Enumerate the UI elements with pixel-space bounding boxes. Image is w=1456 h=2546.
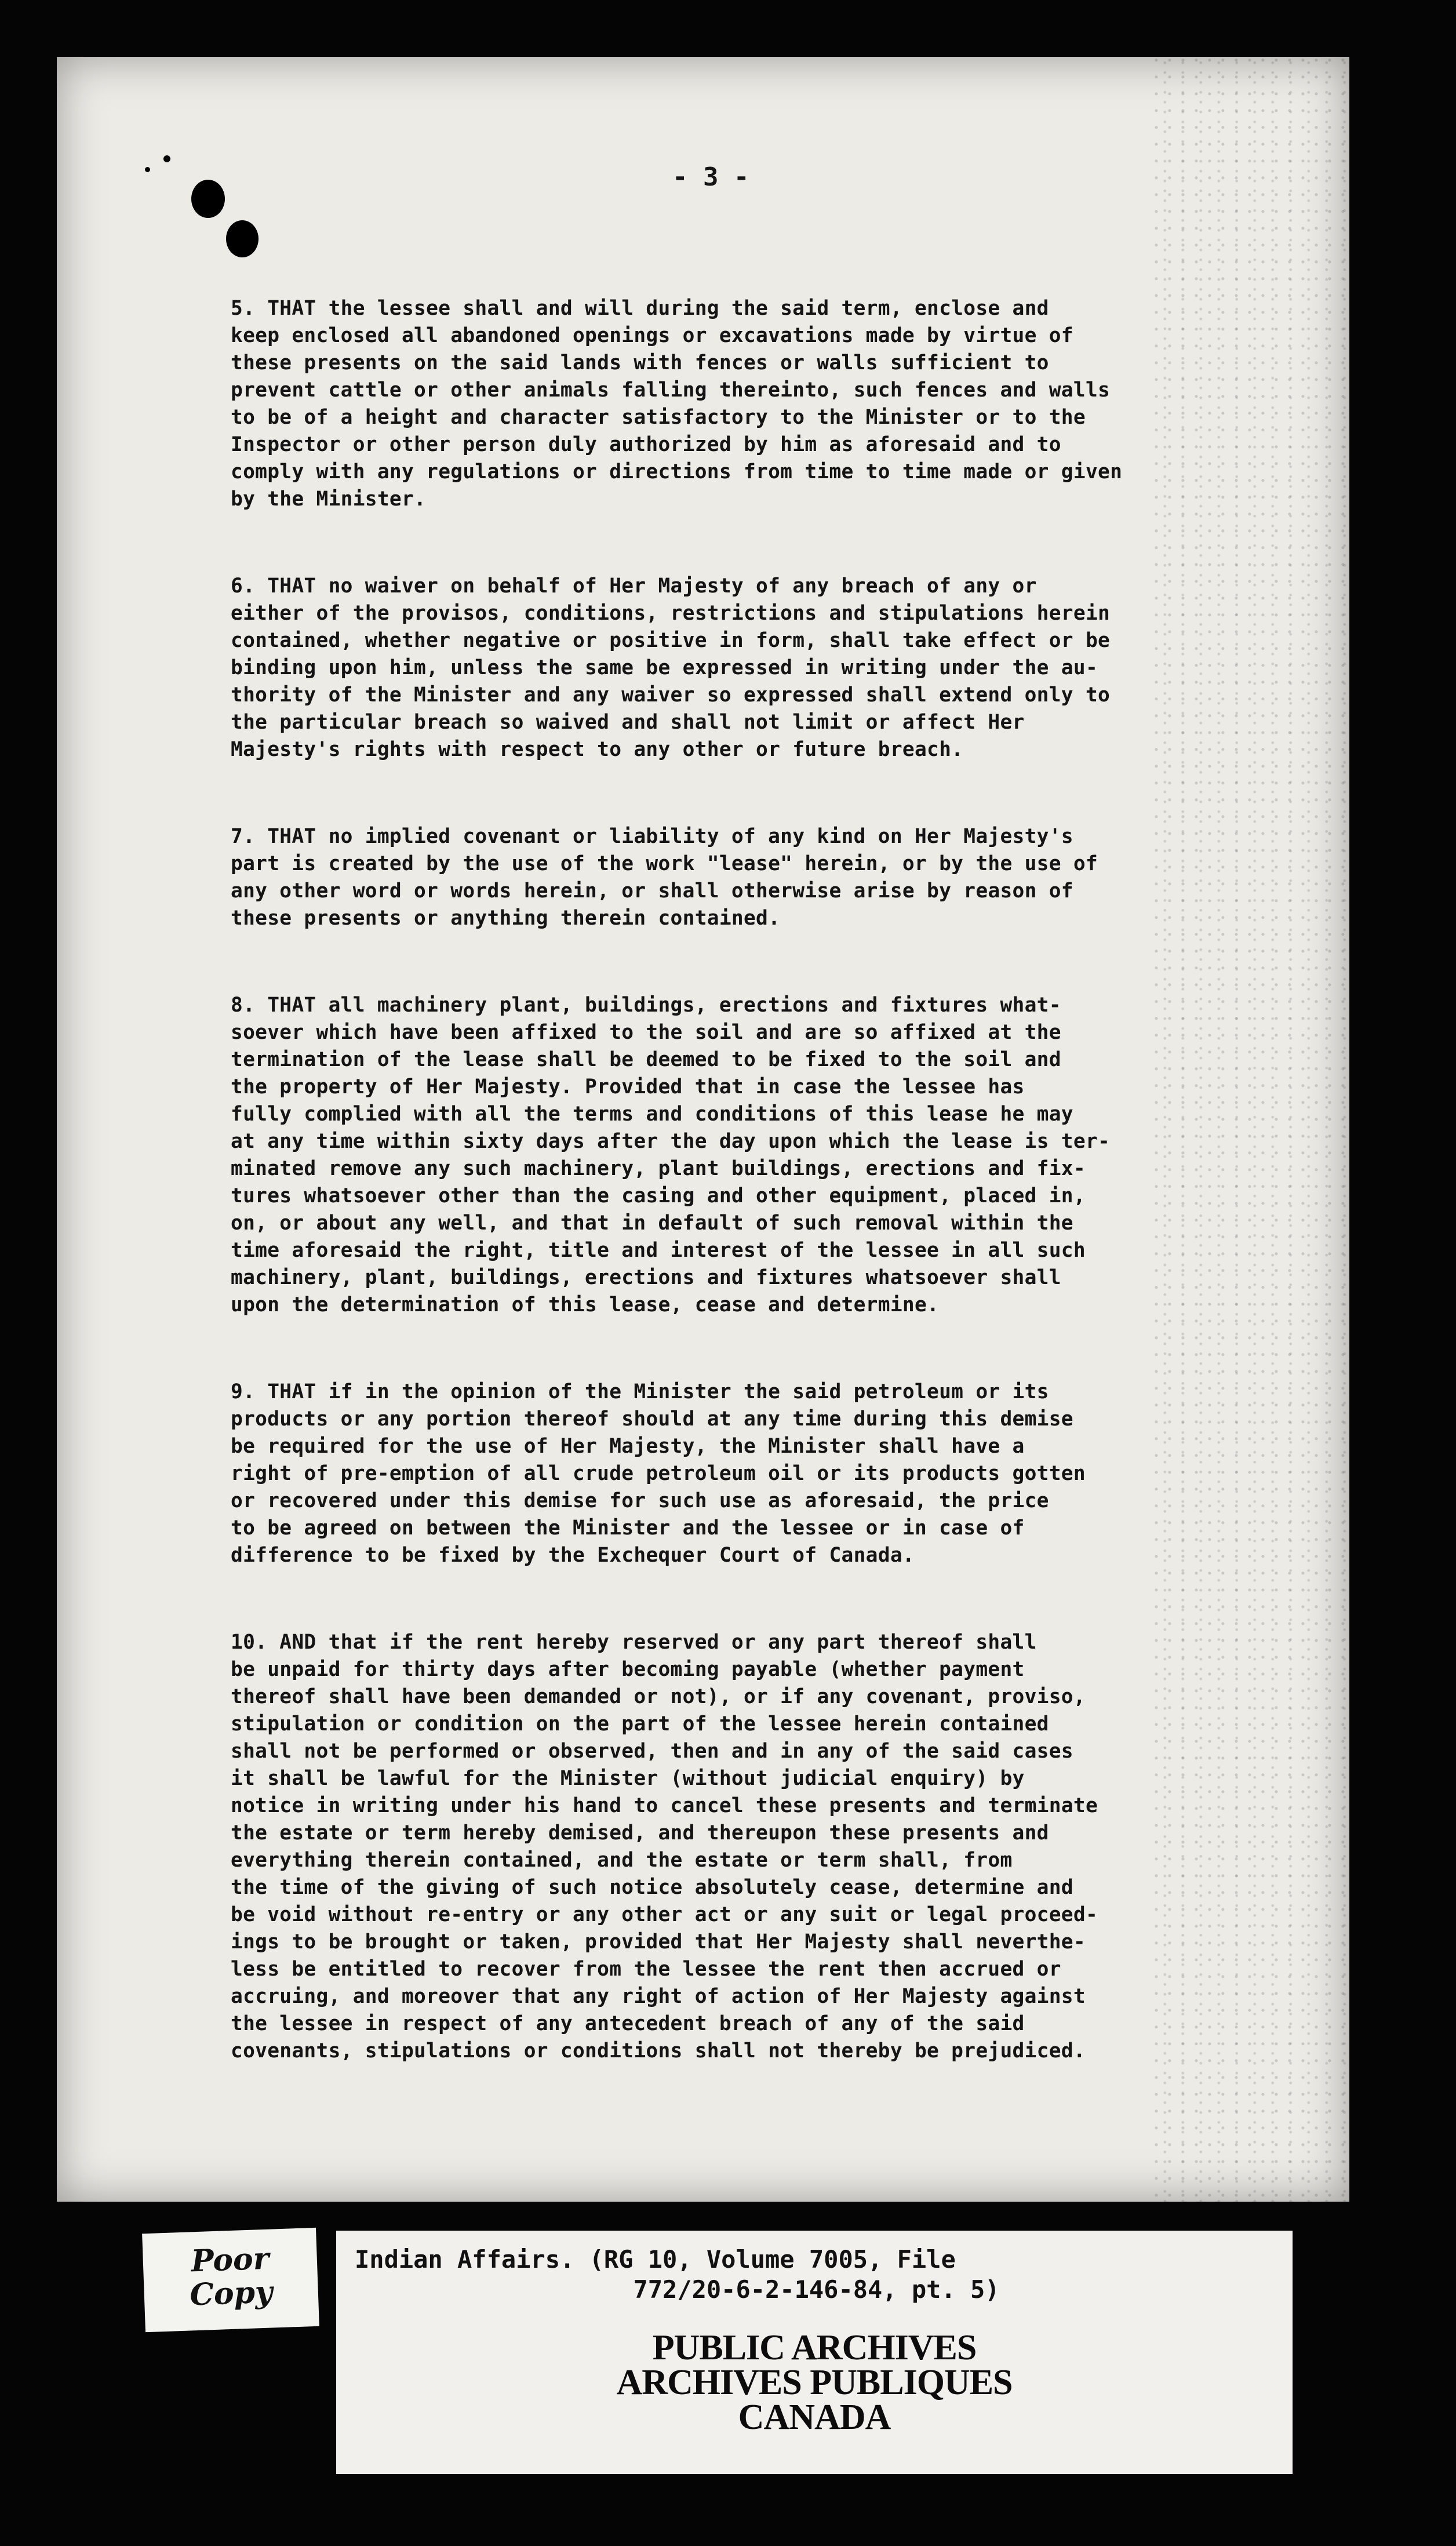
page-number: - 3 - <box>672 162 749 192</box>
speck-1 <box>163 155 170 162</box>
reference-citation <box>355 2245 1000 2305</box>
archives-stamp <box>336 2330 1293 2435</box>
paragraph-6: 6. THAT no waiver on behalf of Her Majesty of any breach of any or either of the provisos, conditions, restrictions and stipulations herein contained, whether negative or positive in form, shall take effect or be binding upon him, unless the same be expressed in writing under the au- thority of the Minister and any waiver so expressed shall extend only to the particular breach so waived and shall not limit or affect Her Majesty's rights with respect to any other or future breach. <box>231 574 1111 761</box>
reference-line-1: Indian Affairs. (RG 10, Volume 7005, File <box>355 2245 956 2274</box>
archives-line-en: PUBLIC ARCHIVES <box>652 2328 977 2367</box>
document-body <box>231 268 1274 2125</box>
paragraph-7: 7. THAT no implied covenant or liability of any kind on Her Majesty's part is created by the use of the work "lease" herein, or by the use of any other word or words herein, or shall otherwise arise by reason of these presents or anything therein contained. <box>231 825 1098 930</box>
paragraph-10: 10. AND that if the rent hereby reserved or any part thereof shall be unpaid for thirty days after becoming payable (whether payment thereof shall have been demanded or not), or if any covenant, proviso, stipulation or condition on the part of the lessee herein contained shall not be performed or observed, then and in any of the said cases it shall be lawful for the Minister (without judicial enquiry) by notice in writing under his hand to cancel these presents and terminate the estate or term hereby demised, and thereupon these presents and everything therein contained, and the estate or term shall, from the time of the giving of such notice absolutely cease, determine and be void without re-entry or any other act or any suit or legal proceed- ings to be brought or taken, provided that Her Majesty shall neverthe- less be entitled to recover from the lessee the rent then accrued or accruing, and moreover that any right of action of Her Majesty against the lessee in respect of any antecedent breach of any of the said covenants, stipulations or conditions shall not thereby be prejudiced. <box>231 1631 1098 2063</box>
reference-line-2: 772/20-6-2-146-84, pt. 5) <box>355 2275 1000 2304</box>
punch-hole-top <box>191 180 225 218</box>
speck-2 <box>145 167 150 172</box>
archives-line-country: CANADA <box>738 2398 891 2437</box>
poor-copy-label: Poor Copy <box>142 2228 319 2332</box>
paragraph-8: 8. THAT all machinery plant, buildings, erections and fixtures what- soever which have been affixed to the soil and are so affixed at the termination of the lease shall be deemed to be fixed to the soil and the property of Her Majesty. Provided that in case the lessee has fully complied with all the terms and conditions of this lease he may at any time within sixty days after the day upon which the lease is ter- minated remove any such machinery, plant buildings, erections and fix- tures whatsoever other than the casing and other equipment, placed in, on, or about any well, and that in default of such removal within the time aforesaid the right, title and interest of the lessee in all such machinery, plant, buildings, erections and fixtures whatsoever shall upon the determination of this lease, cease and determine. <box>231 994 1111 1316</box>
paragraph-5: 5. THAT the lessee shall and will during the said term, enclose and keep enclosed all abandoned openings or excavations made by virtue of these presents on the said lands with fences or walls sufficient to prevent cattle or other animals falling thereinto, such fences and walls to be of a height and character satisfactory to the Minister or to the Inspector or other person duly authorized by him as aforesaid and to comply with any regulations or directions from time to time made or given by the Minister. <box>231 297 1123 511</box>
paragraph-9: 9. THAT if in the opinion of the Minister the said petroleum or its products or any portion thereof should at any time during this demise be required for the use of Her Majesty, the Minister shall have a right of pre-emption of all crude petroleum oil or its products gotten or recovered under this demise for such use as aforesaid, the price to be agreed on between the Minister and the lessee or in case of difference to be fixed by the Exchequer Court of Canada. <box>231 1380 1086 1567</box>
archives-line-fr: ARCHIVES PUBLIQUES <box>616 2363 1013 2402</box>
punch-hole-bottom <box>226 220 259 257</box>
